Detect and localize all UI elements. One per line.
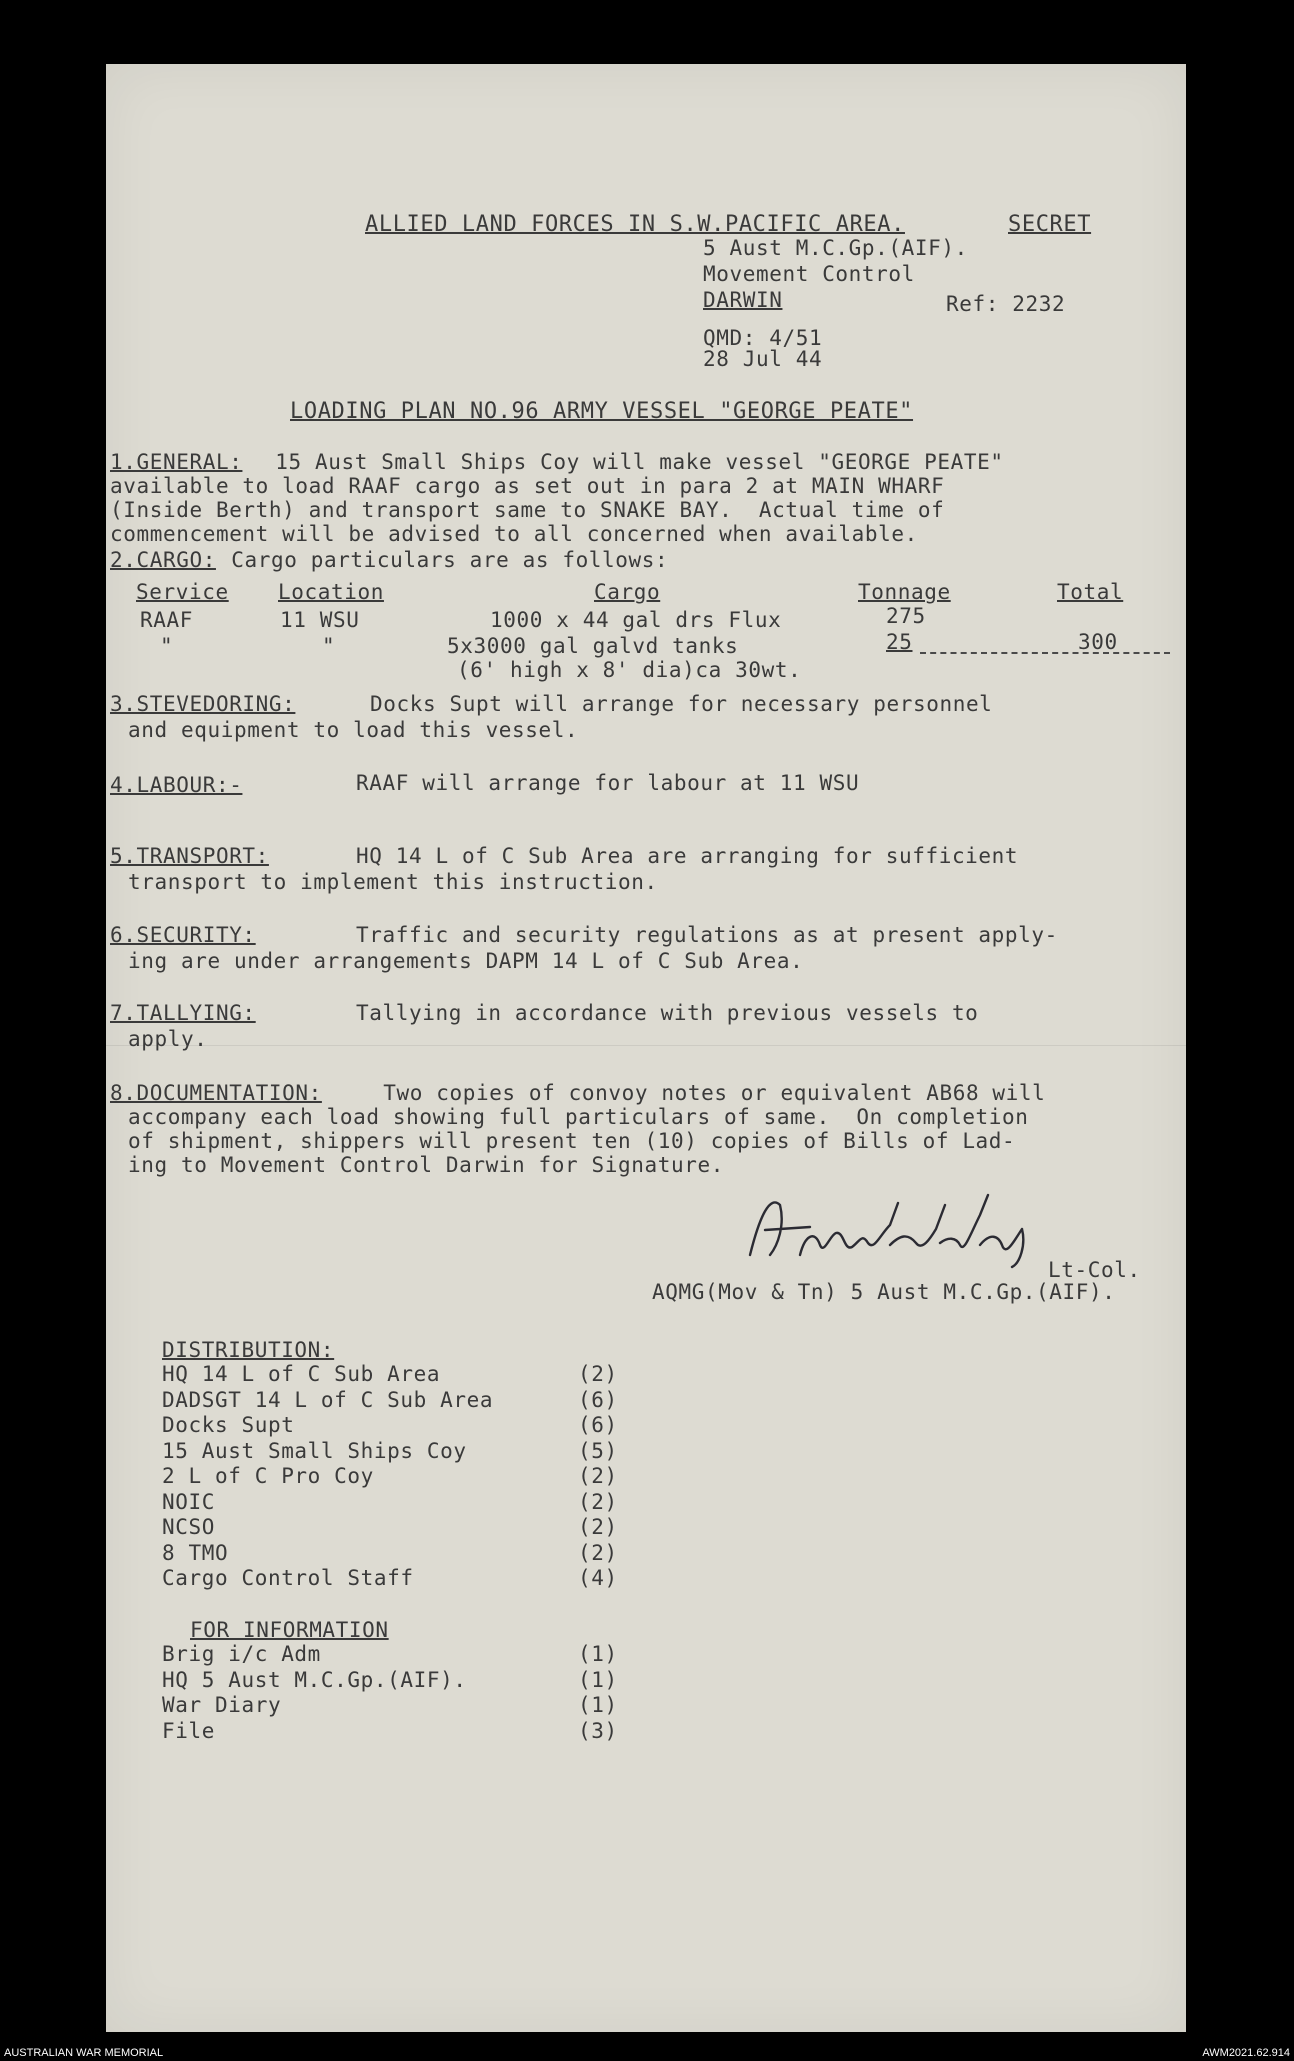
para1-heading: 1.GENERAL: xyxy=(110,450,243,474)
header-place: DARWIN xyxy=(703,288,783,312)
list-item-copies: (1) xyxy=(578,1642,618,1666)
list-item-name: HQ 14 L of C Sub Area xyxy=(162,1362,441,1386)
para4-heading: 4.LABOUR:- xyxy=(110,773,243,797)
list-item-copies: (5) xyxy=(578,1438,618,1463)
col-header-total: Total xyxy=(1057,580,1124,604)
para8-line: accompany each load showing full particulars of same. On completion xyxy=(128,1105,1029,1129)
cargo-row-cargo: 1000 x 44 gal drs Flux xyxy=(490,608,782,632)
list-item-copies: (2) xyxy=(578,1540,618,1565)
para1-line: (Inside Berth) and transport same to SNAKE BAY. Actual time of xyxy=(110,498,945,522)
list-item-copies: (6) xyxy=(578,1387,618,1412)
para3-line: Docks Supt will arrange for necessary personnel xyxy=(370,692,993,716)
info-heading: FOR INFORMATION xyxy=(190,1618,389,1642)
list-item-name: File xyxy=(162,1718,215,1743)
para6-line: Traffic and security regulations as at present apply- xyxy=(356,923,1058,947)
list-item-name: Docks Supt xyxy=(162,1413,295,1437)
para3-line: and equipment to load this vessel. xyxy=(128,718,579,742)
para8-heading: 8.DOCUMENTATION: xyxy=(110,1081,322,1105)
col-header-cargo: Cargo xyxy=(594,580,661,604)
cargo-row-tonnage: 25 xyxy=(886,630,913,654)
list-item-copies: (1) xyxy=(578,1667,618,1692)
cargo-row-total: 300 xyxy=(1078,630,1118,654)
list-item-name: 8 TMO xyxy=(162,1540,229,1565)
para4-line: RAAF will arrange for labour at 11 WSU xyxy=(356,771,860,795)
list-item-name: DADSGT 14 L of C Sub Area xyxy=(162,1387,494,1412)
para7-line: Tallying in accordance with previous vessels to xyxy=(356,1001,979,1025)
para8-line: of shipment, shippers will present ten (10) copies of Bills of Lad- xyxy=(128,1129,1016,1153)
para6-heading: 6.SECURITY: xyxy=(110,923,256,947)
list-item-copies: (1) xyxy=(578,1693,618,1717)
list-item-name: War Diary xyxy=(162,1693,282,1717)
total-rule xyxy=(920,652,1170,654)
cargo-row-service: RAAF xyxy=(140,608,193,632)
document-page xyxy=(106,64,1186,2032)
cargo-row-tonnage: 275 xyxy=(886,604,926,628)
cargo-row-location: " xyxy=(322,634,336,658)
footer-institution: AUSTRALIAN WAR MEMORIAL xyxy=(4,2047,164,2059)
list-item-copies: (2) xyxy=(578,1489,618,1514)
header-ref: Ref: 2232 xyxy=(946,292,1066,316)
col-header-location: Location xyxy=(278,580,384,604)
list-item-name: 15 Aust Small Ships Coy xyxy=(162,1438,467,1463)
header-section: Movement Control xyxy=(703,262,915,286)
list-item-name: HQ 5 Aust M.C.Gp.(AIF). xyxy=(162,1667,467,1692)
para6-line: ing are under arrangements DAPM 14 L of C Sub Area. xyxy=(128,949,804,973)
distribution-heading: DISTRIBUTION: xyxy=(162,1338,335,1362)
para5-heading: 5.TRANSPORT: xyxy=(110,844,269,868)
cargo-row-service: " xyxy=(160,634,174,658)
header-unit: 5 Aust M.C.Gp.(AIF). xyxy=(703,236,968,260)
list-item-name: Cargo Control Staff xyxy=(162,1566,414,1590)
fold-line xyxy=(106,1045,1186,1046)
para1-line: available to load RAAF cargo as set out in para 2 at MAIN WHARF xyxy=(110,474,945,498)
list-item-copies: (2) xyxy=(578,1362,618,1386)
handwritten-signature xyxy=(740,1185,1100,1275)
list-item-copies: (4) xyxy=(578,1566,618,1590)
header-date: 28 Jul 44 xyxy=(703,347,823,371)
footer-accession: AWM2021.62.914 xyxy=(1202,2047,1290,2059)
header-title: ALLIED LAND FORCES IN S.W.PACIFIC AREA. xyxy=(365,212,905,237)
para5-line: transport to implement this instruction. xyxy=(128,870,658,894)
para7-line: apply. xyxy=(128,1027,208,1051)
para8-line: ing to Movement Control Darwin for Signature. xyxy=(128,1153,724,1177)
para1-line: commencement will be advised to all concerned when available. xyxy=(110,522,918,546)
doc-title: LOADING PLAN NO.96 ARMY VESSEL "GEORGE PEATE" xyxy=(290,399,914,424)
para1-line: 15 Aust Small Ships Coy will make vessel "GEORGE PEATE" xyxy=(262,450,1004,474)
list-item-name: Brig i/c Adm xyxy=(162,1642,321,1666)
cargo-row-location: 11 WSU xyxy=(280,608,360,632)
cargo-note: (6' high x 8' dia)ca 30wt. xyxy=(457,658,802,682)
col-header-service: Service xyxy=(136,580,229,604)
classification-stamp: SECRET xyxy=(1008,212,1092,237)
list-item-name: 2 L of C Pro Coy xyxy=(162,1464,374,1488)
para3-heading: 3.STEVEDORING: xyxy=(110,692,296,716)
signatory-title: AQMG(Mov & Tn) 5 Aust M.C.Gp.(AIF). xyxy=(652,1280,1116,1304)
signatory-rank: Lt-Col. xyxy=(1048,1258,1141,1282)
cargo-row-cargo: 5x3000 gal galvd tanks xyxy=(447,634,739,658)
list-item-copies: (6) xyxy=(578,1413,618,1437)
list-item-copies: (3) xyxy=(578,1718,618,1743)
para5-line: HQ 14 L of C Sub Area are arranging for sufficient xyxy=(356,844,1019,868)
list-item-copies: (2) xyxy=(578,1515,618,1539)
col-header-tonnage: Tonnage xyxy=(858,580,951,604)
para2-intro: Cargo particulars are as follows: xyxy=(218,548,669,572)
header-qmd: QMD: 4/51 xyxy=(703,326,823,350)
list-item-name: NOIC xyxy=(162,1489,215,1514)
list-item-copies: (2) xyxy=(578,1464,618,1488)
para8-line: Two copies of convoy notes or equivalent AB68 will xyxy=(370,1081,1046,1105)
para2-heading: 2.CARGO: xyxy=(110,548,216,572)
list-item-name: NCSO xyxy=(162,1515,215,1539)
para7-heading: 7.TALLYING: xyxy=(110,1001,256,1025)
